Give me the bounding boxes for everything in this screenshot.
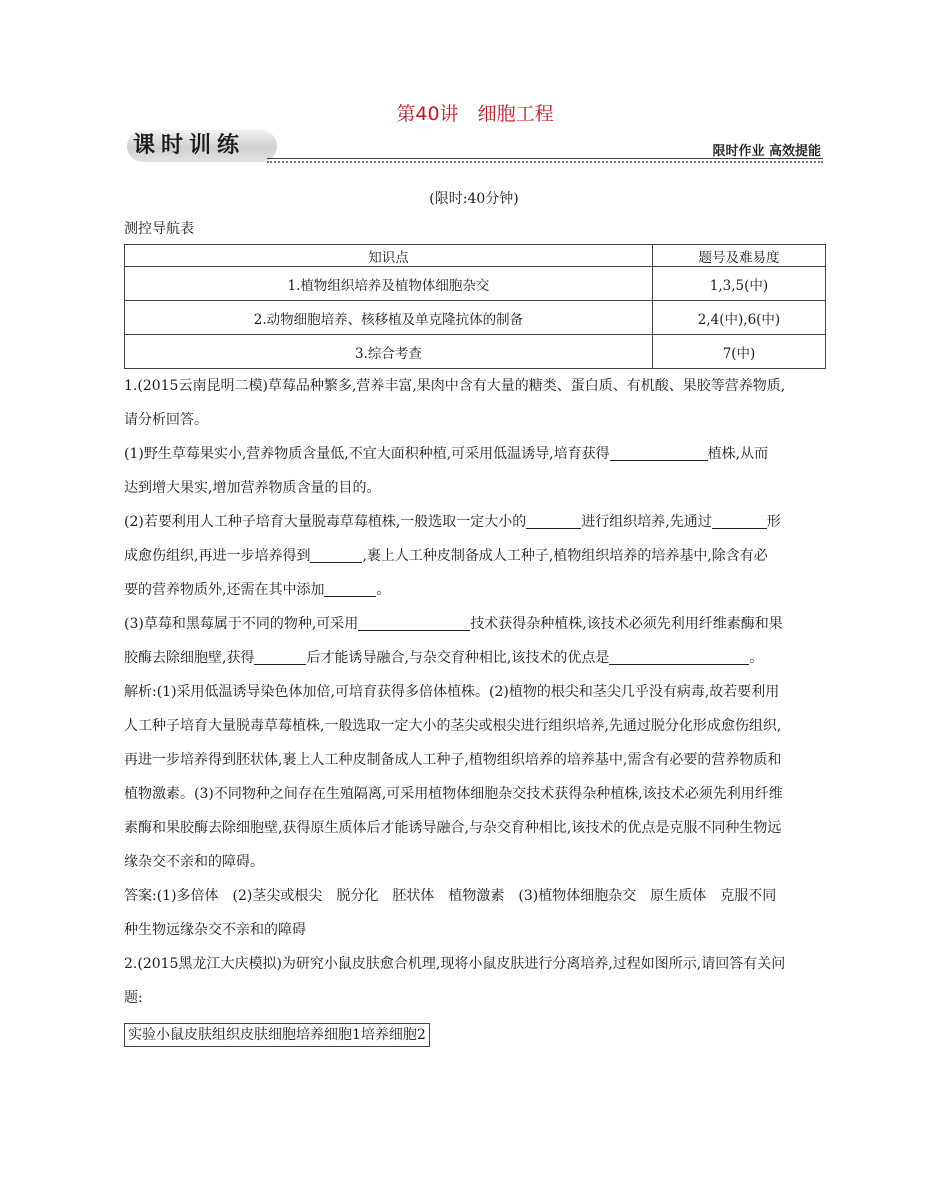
sub-question-3: [124, 607, 824, 641]
page-title: 第40讲 细胞工程: [396, 103, 554, 125]
question-text: 后才能诱导融合,与杂交育种相比,该技术的优点是: [306, 650, 610, 666]
table-header: 题号及难易度: [653, 245, 826, 267]
table-cell: 3.综合考查: [125, 335, 653, 369]
question-text: 胶酶去除细胞壁,获得: [124, 650, 255, 666]
table-header: 知识点: [125, 245, 653, 267]
answer-blank[interactable]: [610, 446, 708, 461]
knowledge-point-table: [124, 244, 826, 369]
question-text: 要的营养物质外,还需在其中添加: [124, 582, 325, 598]
worksheet-body: [124, 188, 824, 1047]
answer-blank[interactable]: [526, 514, 581, 529]
answer-blank[interactable]: [609, 650, 749, 665]
analysis-line: 解析:(1)采用低温诱导染色体加倍,可培育获得多倍体植株。(2)植物的根尖和茎尖几乎没有病毒,故若要利用: [124, 684, 780, 700]
table-cell: 7(中): [653, 335, 826, 369]
banner-slogan: 限时作业 高效提能: [712, 144, 821, 159]
question-text: (2)若要利用人工种子培育大量脱毒草莓植株,一般选取一定大小的: [124, 514, 527, 530]
question-stem: 请分析回答。: [124, 412, 208, 428]
answer-blank[interactable]: [324, 582, 376, 597]
process-flow-box: 实验小鼠皮肤组织皮肤细胞培养细胞1培养细胞2: [124, 1023, 430, 1047]
answer-line: 种生物远缘杂交不亲和的障碍: [124, 922, 306, 938]
analysis-line: 植物激素。(3)不同物种之间存在生殖隔离,可采用植物体细胞杂交技术获得杂种植株,该技术必须先利用纤维: [124, 786, 783, 802]
table-cell: 1.植物组织培养及植物体细胞杂交: [125, 267, 653, 301]
question-text: ,裹上人工种皮制备成人工种子,植物组织培养的培养基中,除含有必: [362, 548, 768, 564]
sub-question-2-cont: [124, 539, 824, 573]
sub-question-2: [124, 505, 824, 539]
analysis-line: 人工种子培育大量脱毒草莓植株,一般选取一定大小的茎尖或根尖进行组织培养,先通过脱分化形成愈伤组织,: [124, 718, 782, 734]
analysis-line: 再进一步培养得到胚状体,裹上人工种皮制备成人工种子,植物组织培养的培养基中,需含有必要的营养物质和: [124, 752, 782, 768]
question-text: 。: [376, 582, 391, 598]
table-cell: 2,4(中),6(中): [653, 301, 826, 335]
question-2: [124, 947, 824, 1047]
table-row: [125, 267, 826, 301]
table-header-row: [125, 245, 826, 267]
question-text: 。: [749, 650, 764, 666]
table-cell: 2.动物细胞培养、核移植及单克隆抗体的制备: [125, 301, 653, 335]
question-text: 植株,从而: [707, 446, 769, 462]
time-limit: (限时:40分钟): [429, 191, 519, 207]
question-text: 形: [766, 514, 781, 530]
answer-blank[interactable]: [358, 616, 470, 631]
answer-blank[interactable]: [310, 548, 362, 563]
table-cell: 1,3,5(中): [653, 267, 826, 301]
question-text: (1)野生草莓果实小,营养物质含量低,不宜大面积种植,可采用低温诱导,培育获得: [124, 446, 610, 462]
question-stem: 题:: [124, 990, 143, 1006]
answer-blank[interactable]: [712, 514, 767, 529]
table-row: [125, 301, 826, 335]
banner-badge-label: 课时训练: [133, 133, 246, 158]
question-stem: 1.(2015云南昆明二模)草莓品种繁多,营养丰富,果肉中含有大量的糖类、蛋白质、有机酸、果胶等营养物质,: [124, 378, 786, 394]
analysis-line: 素酶和果胶酶去除细胞壁,获得原生质体后才能诱导融合,与杂交育种相比,该技术的优点是克服不同种生物远: [124, 820, 782, 836]
banner-dotted-divider: [267, 161, 823, 163]
answer-blank[interactable]: [254, 650, 306, 665]
sub-question-2-cont: [124, 573, 824, 607]
question-text: 成愈伤组织,再进一步培养得到: [124, 548, 311, 564]
question-1: [124, 369, 824, 947]
question-stem: 2.(2015黑龙江大庆模拟)为研究小鼠皮肤愈合机理,现将小鼠皮肤进行分离培养,过程如图所示,请回答有关问: [124, 956, 786, 972]
navigation-table-title: 测控导航表: [124, 221, 194, 237]
question-text: 技术获得杂种植株,该技术必须先利用纤维素酶和果: [470, 616, 783, 632]
question-text: (3)草莓和黑莓属于不同的物种,可采用: [124, 616, 359, 632]
sub-question-3-cont: [124, 641, 824, 675]
answer-line: 答案:(1)多倍体 (2)茎尖或根尖 脱分化 胚状体 植物激素 (3)植物体细胞杂交 原生质体 克服不同: [124, 888, 777, 904]
analysis-line: 缘杂交不亲和的障碍。: [124, 854, 264, 870]
sub-question-1: [124, 437, 824, 471]
sub-question-1-cont: 达到增大果实,增加营养物质含量的目的。: [124, 480, 381, 496]
question-text: 进行组织培养,先通过: [581, 514, 712, 530]
section-banner: [127, 130, 823, 166]
table-row: [125, 335, 826, 369]
